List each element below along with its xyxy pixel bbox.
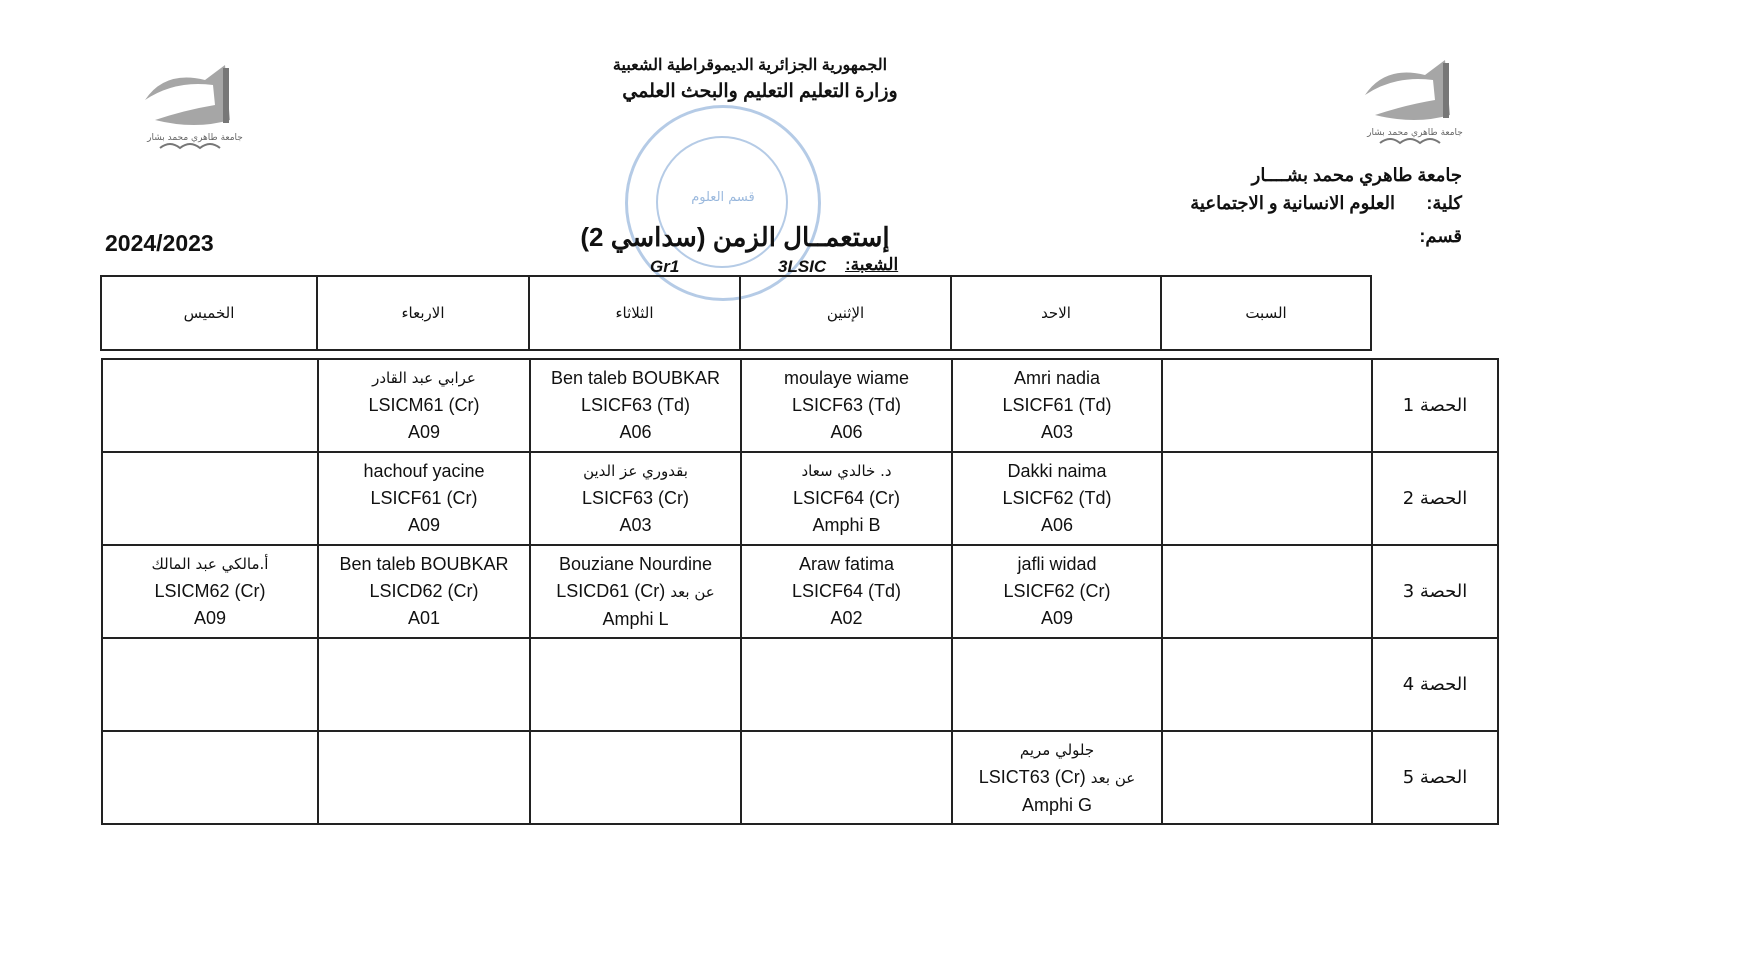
room: Amphi B — [812, 515, 881, 535]
course: LSICD61 (Cr) — [556, 580, 666, 601]
remote-badge: عن بعد — [670, 582, 715, 601]
teacher: د. خالدي سعاد — [801, 462, 892, 480]
table-row — [102, 452, 1498, 545]
slot-label: الحصة 5 — [1372, 731, 1498, 824]
teacher: أ.مالكي عبد المالك — [151, 555, 269, 573]
cell-s3-thu — [102, 545, 318, 638]
room: A02 — [830, 608, 863, 628]
day-saturday: السبت — [1161, 276, 1371, 350]
cell-s5-sun — [952, 731, 1162, 824]
cell-s5-sat — [1162, 731, 1372, 824]
cell-s3-mon — [741, 545, 952, 638]
course: LSICF64 (Td) — [791, 581, 902, 601]
teacher: Araw fatima — [798, 554, 895, 574]
course: LSICF62 (Td) — [1002, 488, 1112, 508]
cell-s1-thu — [102, 359, 318, 452]
schedule-table — [101, 358, 1499, 825]
university-logo-right — [1345, 55, 1485, 155]
cell-s4-sun — [952, 638, 1162, 731]
day-thursday: الخميس — [101, 276, 317, 350]
table-row — [102, 359, 1498, 452]
timetable-title: إستعمــال الزمن (سداسي 2) — [580, 222, 890, 252]
university-logo-left — [125, 60, 265, 160]
cell-s2-thu — [102, 452, 318, 545]
teacher: moulaye wiame — [783, 368, 910, 388]
table-row — [102, 545, 1498, 638]
cell-s5-wed — [318, 731, 530, 824]
day-sunday: الاحد — [951, 276, 1161, 350]
cell-s2-mon — [741, 452, 952, 545]
faculty-label: كلية: — [1426, 193, 1462, 213]
cell-s5-tue — [530, 731, 741, 824]
cell-s4-tue — [530, 638, 741, 731]
course: LSICF63 (Td) — [580, 395, 691, 415]
table-row — [102, 731, 1498, 824]
svg-text:جامعة طاهري محمد بشار: جامعة طاهري محمد بشار — [1367, 128, 1463, 138]
cell-s2-tue — [530, 452, 741, 545]
course: LSICT63 (Cr) — [978, 766, 1086, 787]
cell-s4-wed — [318, 638, 530, 731]
cell-s2-wed — [318, 452, 530, 545]
course: LSICF61 (Cr) — [370, 488, 478, 508]
branch-label: الشعبة: — [845, 255, 899, 274]
cell-s2-sun — [952, 452, 1162, 545]
slot-label: الحصة 1 — [1372, 359, 1498, 452]
group-label: Gr1 — [650, 257, 680, 276]
teacher: جلولي مريم — [1019, 740, 1095, 759]
teacher: Amri nadia — [1013, 368, 1101, 388]
cell-s3-wed — [318, 545, 530, 638]
course: LSICF61 (Td) — [1002, 395, 1112, 415]
cell-s1-wed — [318, 359, 530, 452]
cell-s1-mon — [741, 359, 952, 452]
room: A03 — [1040, 422, 1074, 442]
teacher: jafli widad — [1017, 554, 1097, 574]
cell-s4-mon — [741, 638, 952, 731]
faculty-value: العلوم الانسانية و الاجتماعية — [1190, 193, 1395, 213]
course: LSICF63 (Td) — [791, 395, 902, 415]
room: A03 — [619, 515, 652, 535]
course: LSICF62 (Cr) — [1003, 581, 1111, 601]
room: Amphi L — [602, 608, 669, 629]
teacher: Bouziane Nourdine — [558, 553, 713, 574]
day-header-row — [101, 276, 1371, 350]
room: A09 — [407, 515, 441, 535]
cell-s1-sun — [952, 359, 1162, 452]
day-monday: الإثنين — [740, 276, 951, 350]
room: A06 — [1040, 515, 1074, 535]
official-stamp: قسم العلوم — [625, 105, 821, 301]
course: LSICM61 (Cr) — [368, 395, 480, 415]
cell-s4-thu — [102, 638, 318, 731]
branch-value: 3LSIC — [778, 257, 827, 276]
ministry-title: وزارة التعليم التعليم والبحث العلمي — [622, 81, 898, 102]
room: A06 — [619, 422, 652, 442]
slot-label: الحصة 4 — [1372, 638, 1498, 731]
slot-label: الحصة 3 — [1372, 545, 1498, 638]
university-name: جامعة طاهري محمد بشــــار — [1251, 165, 1462, 185]
academic-year: 2024/2023 — [105, 230, 214, 256]
teacher: Ben taleb BOUBKAR — [550, 368, 721, 388]
cell-s4-sat — [1162, 638, 1372, 731]
cell-s3-sun — [952, 545, 1162, 638]
slot-label: الحصة 2 — [1372, 452, 1498, 545]
teacher: Dakki naima — [1007, 461, 1107, 481]
course: LSICM62 (Cr) — [154, 581, 266, 601]
cell-s5-mon — [741, 731, 952, 824]
cell-s3-tue — [530, 545, 741, 638]
day-wednesday: الاربعاء — [317, 276, 529, 350]
room: A01 — [407, 608, 441, 628]
course: LSICF64 (Cr) — [792, 488, 900, 508]
course: LSICD62 (Cr) — [369, 581, 479, 601]
cell-s1-sat — [1162, 359, 1372, 452]
course: LSICF63 (Cr) — [581, 488, 689, 508]
cell-s5-thu — [102, 731, 318, 824]
svg-text:جامعة طاهري محمد بشار: جامعة طاهري محمد بشار — [147, 133, 243, 143]
room: A09 — [1040, 608, 1074, 628]
room: A09 — [407, 422, 441, 442]
day-header-table — [100, 275, 1372, 351]
teacher: Ben taleb BOUBKAR — [339, 554, 509, 574]
remote-badge: عن بعد — [1090, 768, 1136, 787]
teacher: عرابي عبد القادر — [372, 369, 476, 387]
teacher: hachouf yacine — [363, 461, 485, 481]
cell-s1-tue — [530, 359, 741, 452]
department-label: قسم: — [1419, 226, 1462, 246]
cell-s3-sat — [1162, 545, 1372, 638]
republic-title: الجمهورية الجزائرية الديموقراطية الشعبية — [612, 57, 888, 74]
room: A06 — [830, 422, 863, 442]
table-row — [102, 638, 1498, 731]
teacher: بقدوري عز الدين — [583, 462, 688, 480]
room: Amphi G — [1021, 794, 1093, 815]
day-tuesday: الثلاثاء — [529, 276, 740, 350]
cell-s2-sat — [1162, 452, 1372, 545]
room: A09 — [193, 608, 227, 628]
